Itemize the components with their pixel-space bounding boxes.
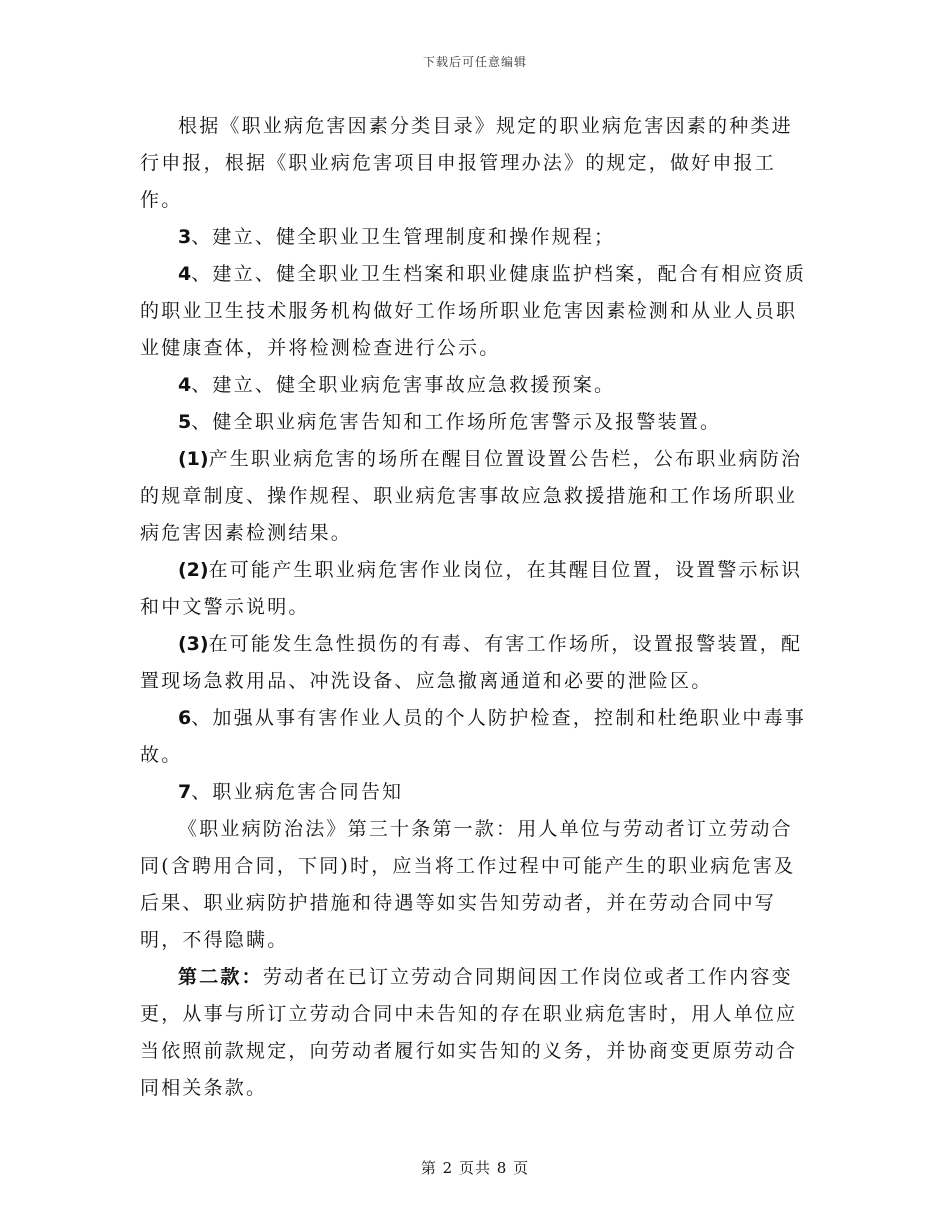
paragraph-subitem-2 (140, 552, 810, 626)
page-header: 下载后可任意编辑 (422, 55, 527, 69)
paragraph-item-6 (140, 700, 810, 774)
item-number: 4 (178, 374, 192, 396)
item-number: 6 (178, 707, 192, 729)
paragraph-text: 、建立、健全职业卫生管理制度和操作规程； (191, 226, 616, 248)
item-number: (1) (178, 448, 209, 470)
paragraph-text: 、建立、健全职业卫生档案和职业健康监护档案，配合有相应资质的职业卫生技术服务机构做好工作场所职业危害因素检测和从业人员职业健康查体，并将检测检查进行公示。 (140, 263, 807, 359)
item-number: 7 (178, 781, 192, 803)
paragraph-law-article (140, 811, 810, 959)
item-number: 3 (178, 226, 192, 248)
item-number: (2) (178, 559, 209, 581)
document-body (140, 108, 810, 1107)
item-number: (3) (178, 633, 209, 655)
paragraph-text: 、职业病危害合同告知 (191, 781, 404, 803)
paragraph-text: 产生职业病危害的场所在醒目位置设置公告栏，公布职业病防治的规章制度、操作规程、职业病危害事故应急救援措施和工作场所职业病危害因素检测结果。 (140, 448, 803, 544)
paragraph-second-clause (140, 959, 810, 1107)
item-number: 4 (178, 263, 192, 285)
paragraph-item-3 (140, 219, 810, 256)
paragraph-subitem-1 (140, 441, 810, 552)
page-footer: 第 2 页共 8 页 (420, 1159, 530, 1177)
paragraph-text: 在可能产生职业病危害作业岗位，在其醒目位置，设置警示标识和中文警示说明。 (140, 559, 803, 618)
paragraph-item-4a (140, 256, 810, 367)
clause-label: 第二款： (178, 966, 263, 988)
paragraph-item-4b (140, 367, 810, 404)
paragraph-item-5 (140, 404, 810, 441)
paragraph-text: 《职业病防治法》第三十条第一款：用人单位与劳动者订立劳动合同(含聘用合同，下同)时，应当将工作过程中可能产生的职业病危害及后果、职业病防护措施和待遇等如实告知劳动者，并在劳动合同中写明，不得隐瞒。 (140, 818, 796, 951)
paragraph-text: 在可能发生急性损伤的有毒、有害工作场所，设置报警装置，配置现场急救用品、冲洗设备、应急撤离通道和必要的泄险区。 (140, 633, 803, 692)
paragraph-text: 、加强从事有害作业人员的个人防护检查，控制和杜绝职业中毒事故。 (140, 707, 807, 766)
paragraph-text: 、健全职业病危害告知和工作场所危害警示及报警装置。 (191, 411, 722, 433)
paragraph-text: 根据《职业病危害因素分类目录》规定的职业病危害因素的种类进行申报，根据《职业病危害项目申报管理办法》的规定，做好申报工作。 (140, 115, 793, 211)
paragraph-declaration (140, 108, 810, 219)
paragraph-text: 劳动者在已订立劳动合同期间因工作岗位或者工作内容变更，从事与所订立劳动合同中未告知的存在职业病危害时，用人单位应当依照前款规定，向劳动者履行如实告知的义务，并协商变更原劳动合同相关条款。 (140, 966, 798, 1099)
item-number: 5 (178, 411, 192, 433)
paragraph-subitem-3 (140, 626, 810, 700)
paragraph-item-7 (140, 774, 810, 811)
paragraph-text: 、建立、健全职业病危害事故应急救援预案。 (191, 374, 616, 396)
